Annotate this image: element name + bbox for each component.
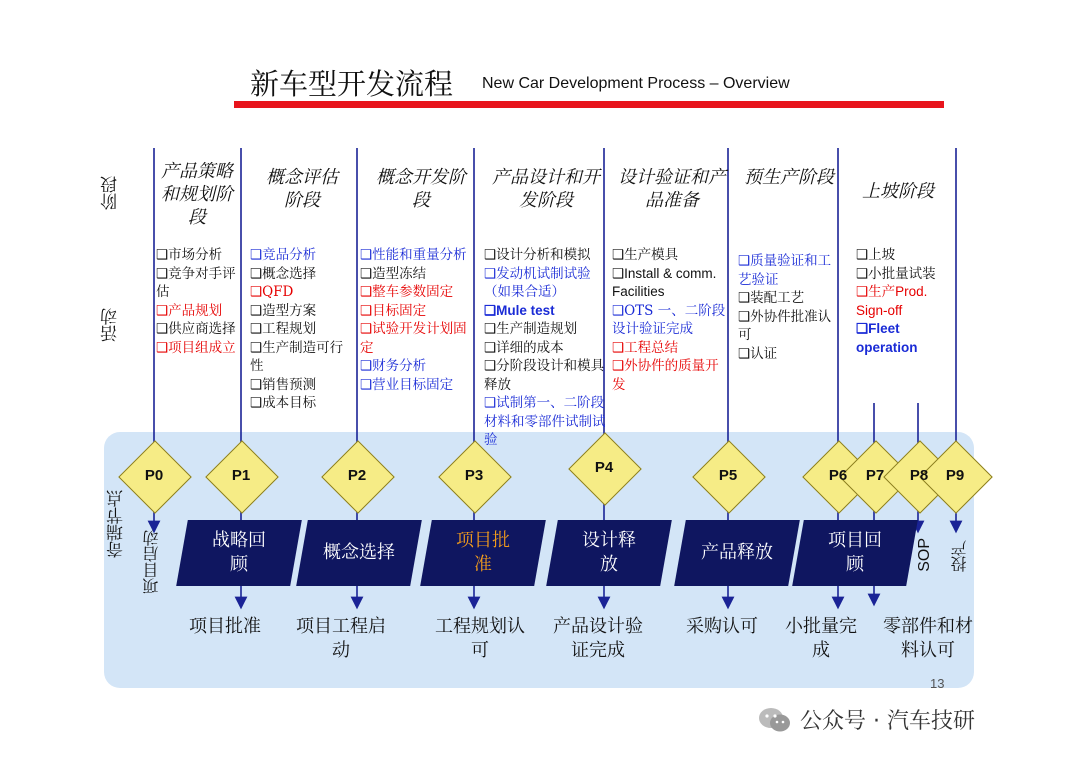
activity-item: ❑目标固定 [360,302,427,319]
activity-item: ❑Install & comm. Facilities [612,265,717,299]
review-box-3 [420,520,546,586]
watermark [758,704,975,735]
row-label-milestone: 奇瑞节点 [107,490,127,558]
gate-label-p8: P8 [909,467,929,484]
label-production: 投产 [950,540,969,572]
review-label: 产品释放 [701,542,773,563]
activity-item: ❑工程规划 [250,321,317,337]
activity-item: ❑工程总结 [612,339,679,356]
activities-col-3 [360,246,472,394]
activity-item: ❑生产模具 [612,247,679,263]
activity-item: ❑项目组成立 [156,339,236,356]
gate-label-p1: P1 [231,467,251,484]
activity-item: ❑质量验证和工艺验证 [738,253,832,288]
activity-item: ❑造型冻结 [360,265,427,282]
activity-item: ❑生产制造规划 [484,321,578,337]
review-box-5 [674,520,800,586]
stage-2: 概念评估阶段 [266,167,338,211]
activities-col-1 [156,246,236,357]
outcome-6: 小批量完成 [785,616,857,661]
review-label: 项目批准 [456,530,510,575]
activity-item: ❑概念选择 [250,265,317,282]
activity-item: ❑生产制造可行性 [250,339,344,374]
outcome-5: 采购认可 [686,616,758,637]
stage-4: 产品设计和开发阶段 [492,167,600,211]
activity-item: ❑Mule test [484,302,555,318]
activity-item: ❑营业目标固定 [360,376,454,393]
row-label-activity: 活动 [101,308,121,342]
review-label: 战略回顾 [212,530,266,575]
activities-col-2 [250,246,356,413]
stage-3: 概念开发阶段 [376,167,466,211]
review-label: 项目回顾 [828,530,882,575]
review-box-2 [296,520,422,586]
wechat-icon [758,706,792,734]
gate-label-p4: P4 [594,459,614,476]
activity-item: ❑外协件的质量开发 [612,358,719,393]
activity-item: ❑QFD [250,284,294,300]
activity-item: ❑生产Prod. Sign-off [856,284,928,318]
activity-item: ❑造型方案 [250,302,317,319]
activity-item: ❑成本目标 [250,395,317,411]
page-title-zh: 新车型开发流程 [250,67,454,101]
activity-item: ❑产品规划 [156,302,223,319]
page-number: 13 [930,676,945,691]
gate-label-p6: P6 [828,467,848,484]
gate-label-p3: P3 [464,467,484,484]
label-sop: SOP [916,538,933,572]
activity-item: ❑小批量试装 [856,265,936,282]
row-label-stage: 阶段 [101,176,121,210]
gate-label-p0: P0 [144,467,164,484]
activity-item: ❑Fleet operation [856,321,918,355]
activity-item: ❑发动机试制试验（如果合适） [484,265,591,300]
activity-item: ❑销售预测 [250,376,317,393]
stage-7: 上坡阶段 [862,181,934,202]
activities-col-5 [612,246,730,394]
activity-item: ❑试制第一、二阶段材料和零部件试制试验 [484,395,606,448]
activity-item: ❑市场分析 [156,247,223,263]
activity-item: ❑供应商选择 [156,321,236,337]
label-project-start: 项目启动 [142,530,161,594]
activities-col-6 [738,252,834,363]
stage-5: 设计验证和产品准备 [618,167,726,211]
outcome-1: 项目批准 [189,616,261,637]
review-box-6 [792,520,918,586]
gate-label-p5: P5 [718,467,738,484]
activity-item: ❑详细的成本 [484,339,564,356]
outcome-4: 产品设计验证完成 [553,616,643,661]
activity-item: ❑外协件批准认可 [738,308,832,343]
activity-item: ❑上坡 [856,247,896,263]
gate-label-p2: P2 [347,467,367,484]
review-box-4 [546,520,672,586]
outcome-3: 工程规划认可 [435,616,525,661]
activity-item: ❑财务分析 [360,358,427,374]
gate-label-p9: P9 [945,467,965,484]
gate-label-p7: P7 [865,467,885,484]
activities-col-7 [856,246,946,357]
outcome-2: 项目工程启动 [296,616,386,661]
activity-item: ❑试验开发计划固定 [360,321,467,356]
review-box-1 [176,520,302,586]
activity-item: ❑设计分析和模拟 [484,247,591,263]
stage-1: 产品策略和规划阶段 [161,161,233,228]
activity-item: ❑装配工艺 [738,290,805,306]
activity-item: ❑竞争对手评估 [156,265,236,300]
review-label: 概念选择 [323,542,395,563]
review-label: 设计释放 [582,530,636,575]
activity-item: ❑性能和重量分析 [360,247,467,263]
activity-item: ❑认证 [738,345,778,362]
page-title-en: New Car Development Process – Overview [482,75,790,92]
stage-6: 预生产阶段 [744,167,834,188]
watermark-text: 公众号 · 汽车技研 [800,709,975,734]
activity-item: ❑OTS 一、二阶段设计验证完成 [612,302,726,337]
activity-item: ❑分阶段设计和模具释放 [484,358,605,393]
activity-item: ❑整车参数固定 [360,284,454,300]
outcome-7: 零部件和材料认可 [883,616,973,661]
activity-item: ❑竞品分析 [250,247,317,263]
activities-col-4 [484,246,610,450]
